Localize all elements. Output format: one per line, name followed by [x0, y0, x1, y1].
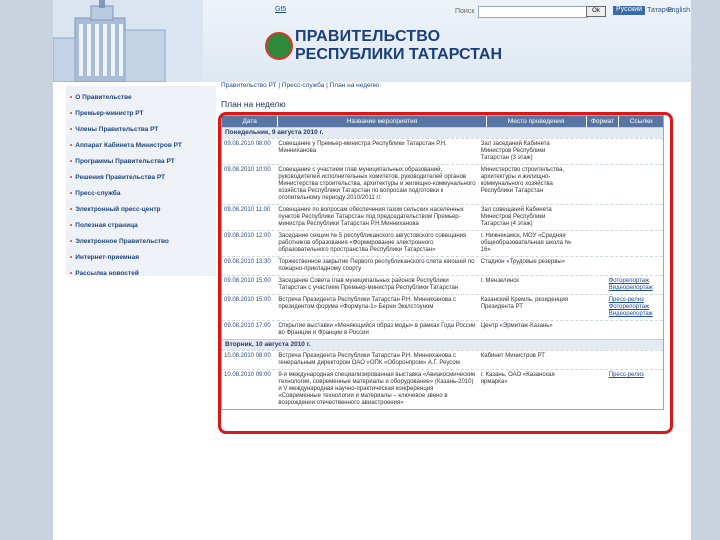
- cell-date[interactable]: 09.08.2010 15:00: [224, 278, 271, 284]
- table-row: [222, 164, 663, 204]
- cell-date[interactable]: 09.08.2010 15:00: [224, 297, 271, 303]
- day-heading: Понедельник, 9 августа 2010 г.: [222, 127, 663, 138]
- lang-english[interactable]: English: [667, 7, 690, 14]
- cell-title: Совещание у Премьер-министра Республики Татарстан Р.Н. Минниханова: [278, 141, 447, 154]
- search-input[interactable]: [478, 6, 588, 18]
- cell-date[interactable]: 10.08.2010 09:00: [224, 372, 271, 378]
- cell-format: [576, 321, 607, 339]
- column-header-format: Формат: [587, 116, 620, 127]
- cell-date[interactable]: 09.08.2010 17:00: [224, 323, 271, 329]
- top-link[interactable]: Gt5: [275, 6, 287, 13]
- lang-russian[interactable]: Русский: [613, 6, 645, 15]
- cell-title: Заседание Совета глав муниципальных районов Республики Татарстан с участием Премьер-министра Республики Татарстан: [278, 278, 459, 291]
- cell-title: Заседание секции № 5 республиканского августовского совещания работников образования «Формирование электронного образовательного пространства Республики Татарстан»: [278, 233, 467, 253]
- cell-place: Центр «Эрмитаж-Казань»: [480, 323, 553, 329]
- cell-links[interactable]: [607, 231, 663, 256]
- cell-place: Казанский Кремль, резиденция Президента РТ: [480, 297, 568, 310]
- column-header-title: Название мероприятия: [278, 116, 486, 127]
- cell-place: г. Казань, ОАО «Казанская ярмарка»: [480, 372, 555, 385]
- site-title-line1: ПРАВИТЕЛЬСТВО: [295, 28, 441, 45]
- column-header-date: Дата: [222, 116, 278, 127]
- cell-links[interactable]: [607, 321, 663, 339]
- cell-links[interactable]: [607, 351, 663, 369]
- cell-title: 9-я международная специализированная выставка «Авиакосмические технологии, современные материалы и оборудование» (Казань-2010) и V международная научно-практическая конференция «Современные технологии и материалы – ключевое звено в возрождении отечественного авиастроения»: [278, 372, 476, 406]
- government-building-logo: [53, 0, 203, 82]
- lang-tatar[interactable]: Татарча: [647, 7, 674, 14]
- sidebar-item-programs[interactable]: • Программы Правительства РТ: [70, 158, 175, 165]
- table-row: [222, 369, 663, 409]
- cell-links[interactable]: Пресс-релиз Фоторепортаж Видеорепортаж: [608, 297, 653, 317]
- table-body: [222, 127, 663, 409]
- cell-format: [576, 139, 607, 164]
- column-header-place: Место проведения: [487, 116, 587, 127]
- cell-title: Встреча Президента Республики Татарстан Р.Н. Минниханова с президентом форума «Формула-1» Берни Экклстоуном: [278, 297, 457, 310]
- cell-date[interactable]: 09.08.2010 10:00: [224, 167, 271, 173]
- table-row: [222, 275, 663, 294]
- table-row: [222, 256, 663, 275]
- table-row: [222, 204, 663, 230]
- sidebar-item-decisions[interactable]: • Решения Правительства РТ: [70, 174, 165, 181]
- table-row: [222, 294, 663, 320]
- column-header-links: Ссылки: [629, 118, 653, 125]
- cell-place: Министерство строительства, архитектуры и жилищно-коммунального хозяйства Республики Татарстан: [480, 167, 565, 194]
- table-row: [222, 350, 663, 369]
- cell-title: Открытие выставки «Меняющийся образ моды» в рамках Года России во Франции и Франции в России: [278, 323, 476, 336]
- header: [53, 0, 691, 82]
- cell-date[interactable]: 09.08.2010 11:00: [224, 207, 271, 213]
- cell-links[interactable]: Фоторепортаж Видеорепортаж: [608, 278, 653, 291]
- cell-date[interactable]: 09.08.2010 08:00: [224, 141, 271, 147]
- cell-title: Совещание по вопросам обеспечения газом сельских населенных пунктов Республики Татарстан под председательством Премьер-министра Республики Татарстан Р.Н.Минниханова: [278, 207, 464, 227]
- sidebar-item-e-government[interactable]: • Электронное Правительство: [70, 238, 169, 245]
- sidebar-item-apparatus[interactable]: • Аппарат Кабинета Министров РТ: [70, 142, 182, 149]
- cell-format: [576, 295, 607, 320]
- search-button[interactable]: Ok: [586, 6, 606, 17]
- page-title: План на неделю: [221, 99, 286, 109]
- table-row: [222, 138, 663, 164]
- sidebar-item-newsletter[interactable]: • Рассылка новостей: [70, 270, 139, 277]
- cell-format: [576, 257, 607, 275]
- cell-links[interactable]: [607, 165, 663, 204]
- cell-place: г. Нижнекамск, МОУ «Средняя общеобразовательная школа № 16»: [480, 233, 572, 253]
- cell-place: г. Мензелинск: [480, 278, 519, 284]
- day-heading: Вторник, 10 августа 2010 г.: [222, 339, 663, 350]
- cell-place: Кабинет Министров РТ: [480, 353, 545, 359]
- cell-title: Торжественное закрытие Первого республиканского слета юношей по пожарно-прикладному спорту: [278, 259, 475, 272]
- search-label: Поиск: [455, 8, 475, 15]
- events-table: [221, 115, 664, 410]
- cell-place: Зал заседаний Кабинета Министров Республики Татарстан (3 этаж): [480, 141, 550, 161]
- cell-format: [576, 276, 607, 294]
- cell-place: Зал совещаний Кабинета Министров Республики Татарстан (4 этаж): [480, 207, 552, 227]
- cell-date[interactable]: 09.08.2010 13:30: [224, 259, 271, 265]
- cell-title: Встреча Президента Республики Татарстан Р.Н. Минниханова с генеральным директором ОАО «ОПК «Оборонпром» А.Г. Реусом: [278, 353, 460, 366]
- sidebar-item-premier[interactable]: • Премьер-министр РТ: [70, 110, 144, 117]
- sidebar: [66, 86, 216, 276]
- cell-links[interactable]: [607, 139, 663, 164]
- cell-place: Стадион «Трудовые резервы»: [480, 259, 566, 265]
- cell-links[interactable]: [607, 257, 663, 275]
- cell-links[interactable]: [607, 205, 663, 230]
- cell-format: [576, 165, 607, 204]
- sidebar-item-press-center[interactable]: • Электронный пресс-центр: [70, 206, 161, 213]
- table-header: [222, 116, 663, 127]
- cell-links[interactable]: Пресс-релиз: [608, 372, 644, 378]
- cell-format: [576, 370, 607, 409]
- cell-date[interactable]: 10.08.2010 08:00: [224, 353, 271, 359]
- sidebar-item-reception[interactable]: • Интернет-приемная: [70, 254, 139, 261]
- cell-title: Совещание с участием глав муниципальных образований, руководителей исполнительных комитетов, руководителей органов Министерства строительства, архитектуры и жилищно-коммунального хозяйства Республики Татарстан по вопросам подготовки к отопительному периоду 2010/2011 гг.: [278, 167, 476, 201]
- cell-format: [576, 351, 607, 369]
- cell-format: [576, 231, 607, 256]
- sidebar-item-members[interactable]: • Члены Правительства РТ: [70, 126, 158, 133]
- sidebar-item-press-service[interactable]: • Пресс-служба: [70, 190, 120, 197]
- page: [53, 0, 691, 540]
- cell-date[interactable]: 09.08.2010 12:00: [224, 233, 271, 239]
- table-row: [222, 320, 663, 339]
- cell-format: [576, 205, 607, 230]
- site-title-line2: РЕСПУБЛИКИ ТАТАРСТАН: [295, 46, 503, 63]
- sidebar-item-about[interactable]: • О Правительстве: [70, 94, 132, 101]
- table-row: [222, 230, 663, 256]
- sidebar-item-useful-page[interactable]: • Полезная страница: [70, 222, 138, 229]
- breadcrumb[interactable]: Правительство РТ | Пресс-служба | План на неделю: [221, 82, 380, 89]
- tatarstan-emblem-icon: [265, 32, 293, 60]
